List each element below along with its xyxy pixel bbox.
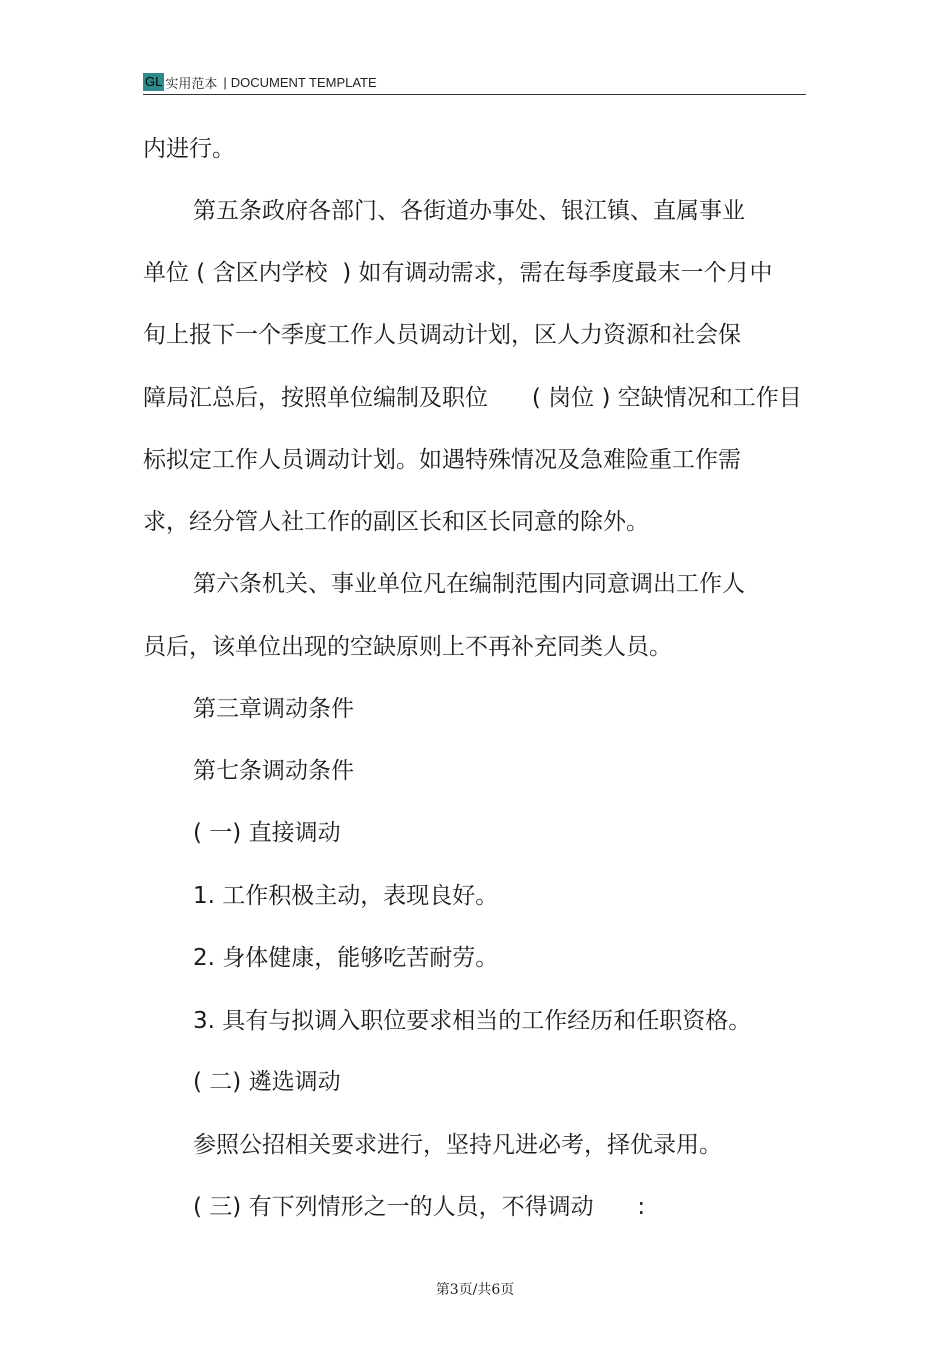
text-line: 求，经分管人社工作的副区长和区长同意的除外。 — [143, 509, 649, 535]
list-item: 3. 具有与拟调入职位要求相当的工作经历和任职资格。 — [193, 1008, 752, 1034]
text-line: 内进行。 — [143, 136, 235, 162]
text-line: 障局汇总后，按照单位编制及职位 ( 岗位 ) 空缺情况和工作目 — [143, 385, 802, 411]
text-line: ( 三) 有下列情形之一的人员，不得调动 : — [193, 1194, 646, 1220]
page-number: 第3页/共6页 — [435, 1282, 515, 1298]
header-separator: | — [223, 74, 227, 90]
text-line: 第五条政府各部门、各街道办事处、银江镇、直属事业 — [193, 198, 745, 224]
list-item: 1. 工作积极主动，表现良好。 — [193, 883, 499, 909]
text-line: 员后，该单位出现的空缺原则上不再补充同类人员。 — [143, 634, 672, 660]
article-heading: 第七条调动条件 — [193, 758, 354, 784]
chapter-heading: 第三章调动条件 — [193, 696, 354, 722]
page-header — [143, 70, 806, 95]
text-line: 第六条机关、事业单位凡在编制范围内同意调出工作人 — [193, 571, 745, 597]
text-line: ( 二) 遴选调动 — [193, 1069, 341, 1095]
text-line: 标拟定工作人员调动计划。如遇特殊情况及急难险重工作需 — [143, 447, 741, 473]
text-line: 参照公招相关要求进行，坚持凡进必考，择优录用。 — [193, 1132, 722, 1158]
text-line: 单位 ( 含区内学校 ) 如有调动需求，需在每季度最末一个月中 — [143, 260, 773, 286]
header-brand: 实用范本 — [165, 75, 218, 91]
text-line: 旬上报下一个季度工作人员调动计划，区人力资源和社会保 — [143, 322, 741, 348]
header-subtitle: DOCUMENT TEMPLATE — [230, 74, 377, 90]
logo-icon: GL — [145, 74, 163, 89]
list-item: 2. 身体健康，能够吃苦耐劳。 — [193, 945, 499, 971]
text-line: ( 一) 直接调动 — [193, 820, 341, 846]
